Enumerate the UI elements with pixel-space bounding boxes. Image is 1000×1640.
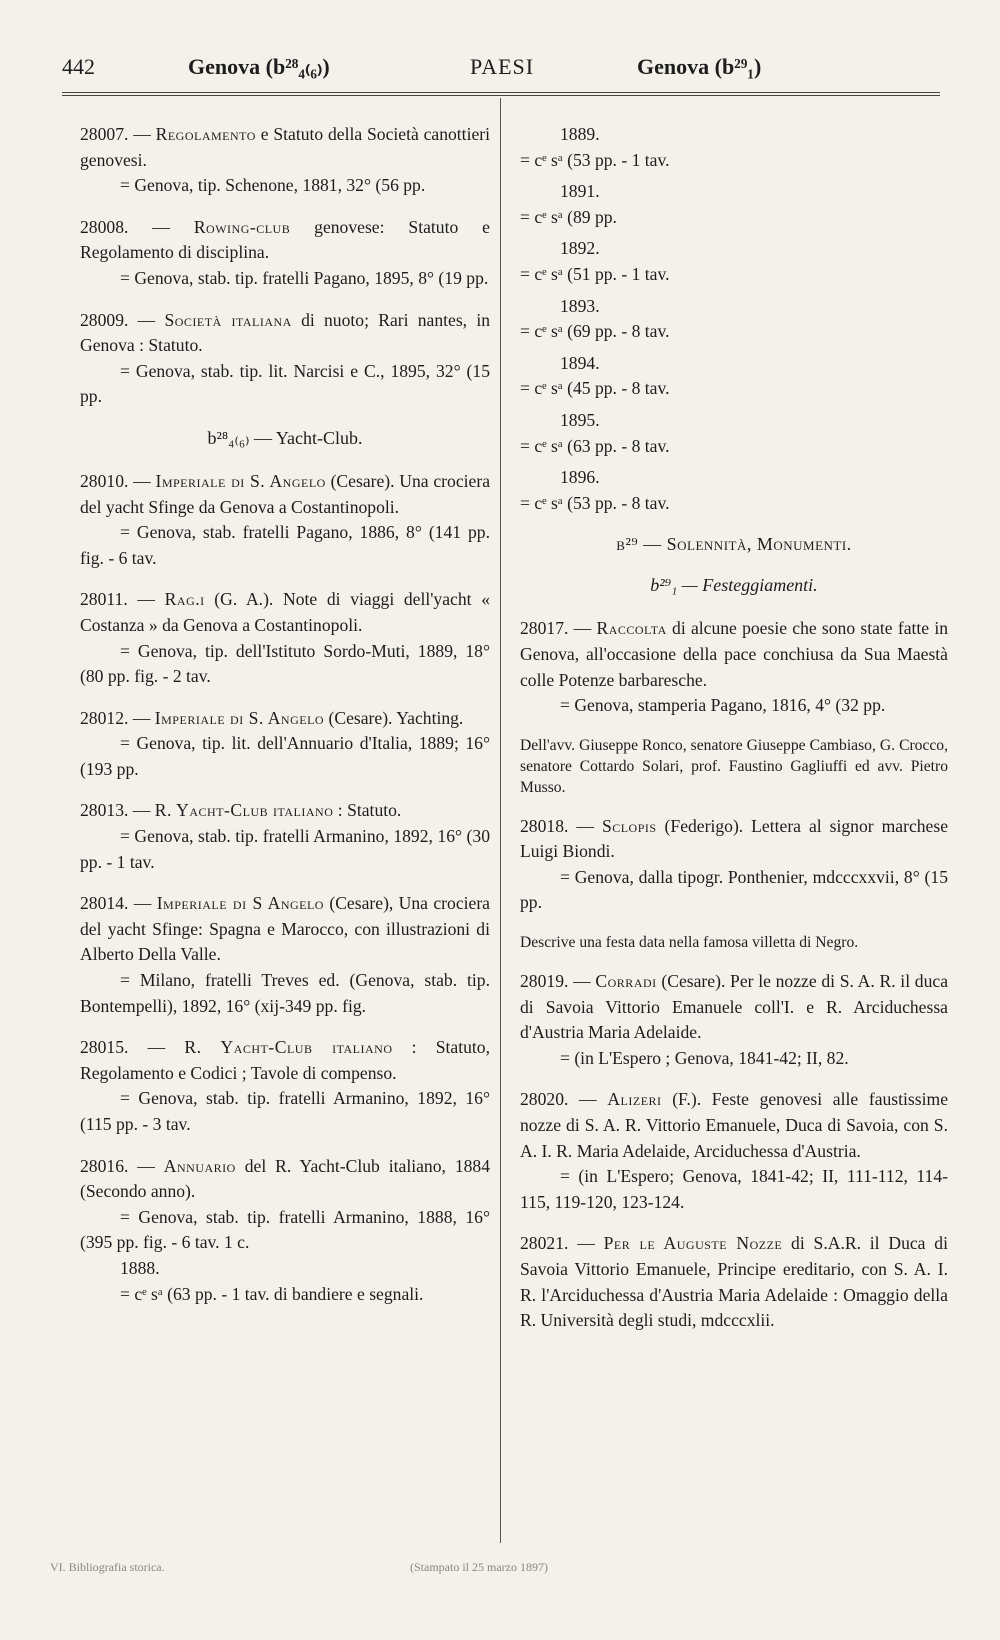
bibliography-entry <box>80 798 490 875</box>
entry-continuation: = cᵉ sᵃ (63 pp. - 1 tav. di bandiere e segnali. <box>120 1283 424 1304</box>
entry-author: Rowing-club <box>193 216 291 237</box>
entry-title <box>80 1154 490 1205</box>
dash: — <box>128 707 155 728</box>
entry-imprint: = Genova, dalla tipogr. Ponthenier, mdcccxxvii, 8° (15 pp. <box>520 866 948 913</box>
bibliography-entry <box>80 122 490 199</box>
left-column <box>80 122 490 1323</box>
dash: — <box>128 124 156 144</box>
right-running-title: Genova (b²⁹₁) <box>637 54 762 79</box>
dash: — <box>128 1155 164 1176</box>
entry-note: Descrive una festa data nella famosa villetta di Negro. <box>520 934 859 952</box>
entry-number: 28020. <box>520 1089 569 1110</box>
entry-number: 28009. <box>80 309 129 330</box>
annual-volume <box>520 236 948 287</box>
entry-title <box>80 469 490 520</box>
volume-extent: = cᵉ sᵃ (69 pp. - 8 tav. <box>520 321 670 342</box>
entry-title <box>520 814 948 865</box>
bibliography-entry <box>520 814 948 916</box>
left-running-title: Genova (b²⁸₄₍₆₎) <box>188 54 330 79</box>
entry-continuation: 1888. <box>120 1257 160 1278</box>
volume-year: 1892. <box>560 238 600 259</box>
dash: — <box>128 1037 185 1058</box>
entry-author: Imperiale di S. Angelo <box>154 707 325 728</box>
entry-author: Corradi <box>595 971 657 992</box>
entry-text: di nuoto; Rari nantes, in Genova : Statuto. <box>80 309 491 356</box>
right-column <box>520 122 948 1350</box>
entry-imprint: = Milano, fratelli Treves ed. (Genova, stab. tip. Bontempelli), 1892, 16° (xij-349 pp. fig. <box>80 970 490 1016</box>
entry-number: 28015. <box>80 1037 129 1058</box>
entry-imprint: = Genova, stab. tip. fratelli Pagano, 1895, 8° (19 pp. <box>120 267 489 288</box>
entry-number: 28017. <box>520 618 569 639</box>
entry-title <box>80 215 490 266</box>
entry-imprint: = Genova, stamperia Pagano, 1816, 4° (32 pp. <box>560 695 886 716</box>
dash: — <box>568 1089 608 1110</box>
volume-extent: = cᵉ sᵃ (45 pp. - 8 tav. <box>520 378 670 399</box>
entry-text: (Cesare), Una crociera del yacht Sfinge: Spagna e Marocco, con illustrazioni di Alberto Della Valle. <box>80 893 490 965</box>
entry-number: 28016. <box>80 1155 129 1176</box>
volume-year: 1896. <box>560 467 600 488</box>
bibliography-entry <box>80 587 490 689</box>
entry-author: Imperiale di S. Angelo <box>155 470 326 491</box>
entry-imprint: = (in L'Espero; Genova, 1841-42; II, 111-112, 114-115, 119-120, 123-124. <box>520 1166 948 1212</box>
dash: — <box>128 470 156 491</box>
entry-text: (G. A.). Note di viaggi dell'yacht « Costanza » da Genova a Costantinopoli. <box>80 589 490 635</box>
bibliography-entry <box>80 1154 490 1308</box>
annual-volume <box>520 465 948 516</box>
entry-note: Dell'avv. Giuseppe Ronco, senatore Giuseppe Cambiaso, G. Crocco, senatore Cottardo Solari, prof. Faustino Gagliuffi ed avv. Pietro Musso. <box>520 736 948 796</box>
entry-title <box>520 1231 948 1333</box>
entry-author: R. Yacht-Club italiano <box>184 1037 393 1058</box>
entry-text: (Federigo). Lettera al signor marchese Luigi Biondi. <box>520 815 949 862</box>
section-subheading: b²⁹₁ — Festeggiamenti. <box>650 575 818 596</box>
volume-extent: = cᵉ sᵃ (63 pp. - 8 tav. <box>520 435 670 456</box>
entry-title <box>80 798 490 824</box>
bibliography-entry <box>80 469 490 571</box>
page-footer <box>0 1560 1000 1582</box>
annual-volume <box>520 122 948 173</box>
annual-volume <box>520 408 948 459</box>
entry-title <box>80 308 490 359</box>
entry-number: 28021. <box>520 1233 569 1254</box>
center-running-title: PAESI <box>470 54 535 79</box>
entry-title <box>520 969 948 1046</box>
entry-author: Per le Auguste Nozze <box>603 1233 783 1254</box>
entry-imprint: = Genova, stab. tip. lit. Narcisi e C., 1895, 32° (15 pp. <box>80 360 490 407</box>
entry-author: Rag.i <box>164 589 205 610</box>
annual-volume <box>520 351 948 402</box>
dash: — <box>128 800 155 821</box>
volume-year: 1891. <box>560 181 600 202</box>
entry-title <box>80 122 490 173</box>
annual-volume <box>520 179 948 230</box>
entry-imprint: = Genova, stab. tip. fratelli Armanino, 1888, 16° (395 pp. fig. - 6 tav. 1 c. <box>80 1206 490 1253</box>
dash: — <box>568 618 597 639</box>
entry-imprint: = Genova, tip. Schenone, 1881, 32° (56 pp. <box>120 175 426 196</box>
bibliography-entry <box>80 215 490 292</box>
column-divider <box>500 98 501 1543</box>
volume-extent: = cᵉ sᵃ (51 pp. - 1 tav. <box>520 263 670 284</box>
page-header <box>62 48 940 94</box>
dash: — <box>568 971 596 992</box>
entry-imprint: = Genova, stab. tip. fratelli Armanino, 1892, 16° (30 pp. - 1 tav. <box>80 826 490 872</box>
entry-number: 28012. <box>80 707 129 728</box>
entry-text: del R. Yacht-Club italiano, 1884 (Secondo anno). <box>80 1155 491 1202</box>
dash: — <box>127 589 165 610</box>
entry-number: 28013. <box>80 800 129 821</box>
entry-imprint: = Genova, tip. lit. dell'Annuario d'Italia, 1889; 16° (193 pp. <box>80 733 490 779</box>
entry-title <box>80 1035 490 1086</box>
entry-imprint: = Genova, tip. dell'Istituto Sordo-Muti, 1889, 18° (80 pp. fig. - 2 tav. <box>80 640 490 687</box>
entry-title <box>520 616 948 693</box>
bibliography-entry <box>80 1035 490 1137</box>
entry-text: (Cesare). Yachting. <box>324 707 464 728</box>
volume-year: 1889. <box>560 124 600 144</box>
entry-number: 28011. <box>80 589 128 610</box>
dash: — <box>568 1233 604 1254</box>
entry-text: : Statuto, Regolamento e Codici ; Tavole di compenso. <box>80 1037 490 1083</box>
header-rule <box>62 92 940 93</box>
volume-year: 1893. <box>560 295 600 316</box>
bibliography-entry <box>80 308 490 410</box>
volume-extent: = cᵉ sᵃ (53 pp. - 1 tav. <box>520 149 670 170</box>
volume-year: 1895. <box>560 409 600 430</box>
bibliography-entry <box>80 891 490 1019</box>
bibliography-entry <box>520 616 948 718</box>
entry-author: Raccolta <box>596 618 667 639</box>
header-rule <box>62 95 940 96</box>
dash: — <box>128 309 165 330</box>
volume-year: 1894. <box>560 352 600 373</box>
entry-author: Annuario <box>163 1155 236 1176</box>
entry-number: 28010. <box>80 470 129 491</box>
footer-series: VI. Bibliografia storica. <box>50 1560 165 1574</box>
entry-text: (Cesare). Per le nozze di S. A. R. il duca di Savoia Vittorio Emanuele coll'I. e R. Arciduchessa d'Austria Maria Adelaide. <box>520 971 949 1043</box>
entry-number: 28014. <box>80 893 129 914</box>
entry-author: R. Yacht-Club italiano <box>154 800 334 821</box>
page-number: 442 <box>62 54 95 79</box>
volume-extent: = cᵉ sᵃ (89 pp. <box>520 206 617 227</box>
dash: — <box>128 216 194 237</box>
entry-text: : Statuto. <box>333 800 402 821</box>
footer-print-date: (Stampato il 25 marzo 1897) <box>410 1560 548 1574</box>
entry-number: 28018. <box>520 815 569 836</box>
volume-extent: = cᵉ sᵃ (53 pp. - 8 tav. <box>520 492 670 513</box>
annual-volume <box>520 294 948 345</box>
entry-author: Imperiale di S Angelo <box>156 893 324 914</box>
entry-text: (F.). Feste genovesi alle faustissime nozze di S. A. R. Vittorio Emanuele, Duca di Savoia, con S. A. I. R. Maria Adelaide, Arciduchessa d'Austria. <box>520 1089 948 1161</box>
entry-imprint: = (in L'Espero ; Genova, 1841-42; II, 82. <box>560 1047 849 1068</box>
entry-author: Sclopis <box>601 815 657 836</box>
entry-text: di S.A.R. il Duca di Savoia Vittorio Emanuele, Principe ereditario, con S. A. I. R. l'Arciduchessa d'Austria Maria Adelaide : Omaggio della R. Università degli studi, mdcccxlii. <box>520 1233 948 1331</box>
entry-title <box>520 1087 948 1164</box>
bibliography-entry <box>520 1231 948 1333</box>
bibliography-entry <box>520 969 948 1071</box>
section-heading: b²⁹ — Solennità, Monumenti. <box>616 534 852 555</box>
entry-author: Alizeri <box>607 1089 662 1110</box>
entry-number: 28007. <box>80 124 129 144</box>
entry-number: 28008. <box>80 216 129 237</box>
entry-text: di alcune poesie che sono state fatte in Genova, all'occasione della pace conchiusa da Sua Maestà colle Potenze barbaresche. <box>520 618 949 690</box>
entry-title <box>80 891 490 968</box>
entry-text: e Statuto della Società canottieri genovesi. <box>80 124 491 170</box>
entry-author: Regolamento <box>155 124 256 144</box>
section-subheading: b²⁸₄₍₆₎ — Yacht-Club. <box>207 427 363 448</box>
entry-author: Società italiana <box>164 309 292 330</box>
entry-imprint: = Genova, stab. fratelli Pagano, 1886, 8° (141 pp. fig. - 6 tav. <box>80 522 490 568</box>
bibliography-entry <box>80 706 490 783</box>
entry-imprint: = Genova, stab. tip. fratelli Armanino, 1892, 16° (115 pp. - 3 tav. <box>80 1088 490 1134</box>
entry-number: 28019. <box>520 971 569 992</box>
entry-text: (Cesare). Una crociera del yacht Sfinge da Genova a Costantinopoli. <box>80 470 490 517</box>
entry-title <box>80 706 490 732</box>
entry-text: genovese: Statuto e Regolamento di disciplina. <box>80 216 490 263</box>
bibliography-entry <box>520 1087 948 1215</box>
entry-title <box>80 587 490 638</box>
dash: — <box>128 893 157 914</box>
dash: — <box>568 815 602 836</box>
